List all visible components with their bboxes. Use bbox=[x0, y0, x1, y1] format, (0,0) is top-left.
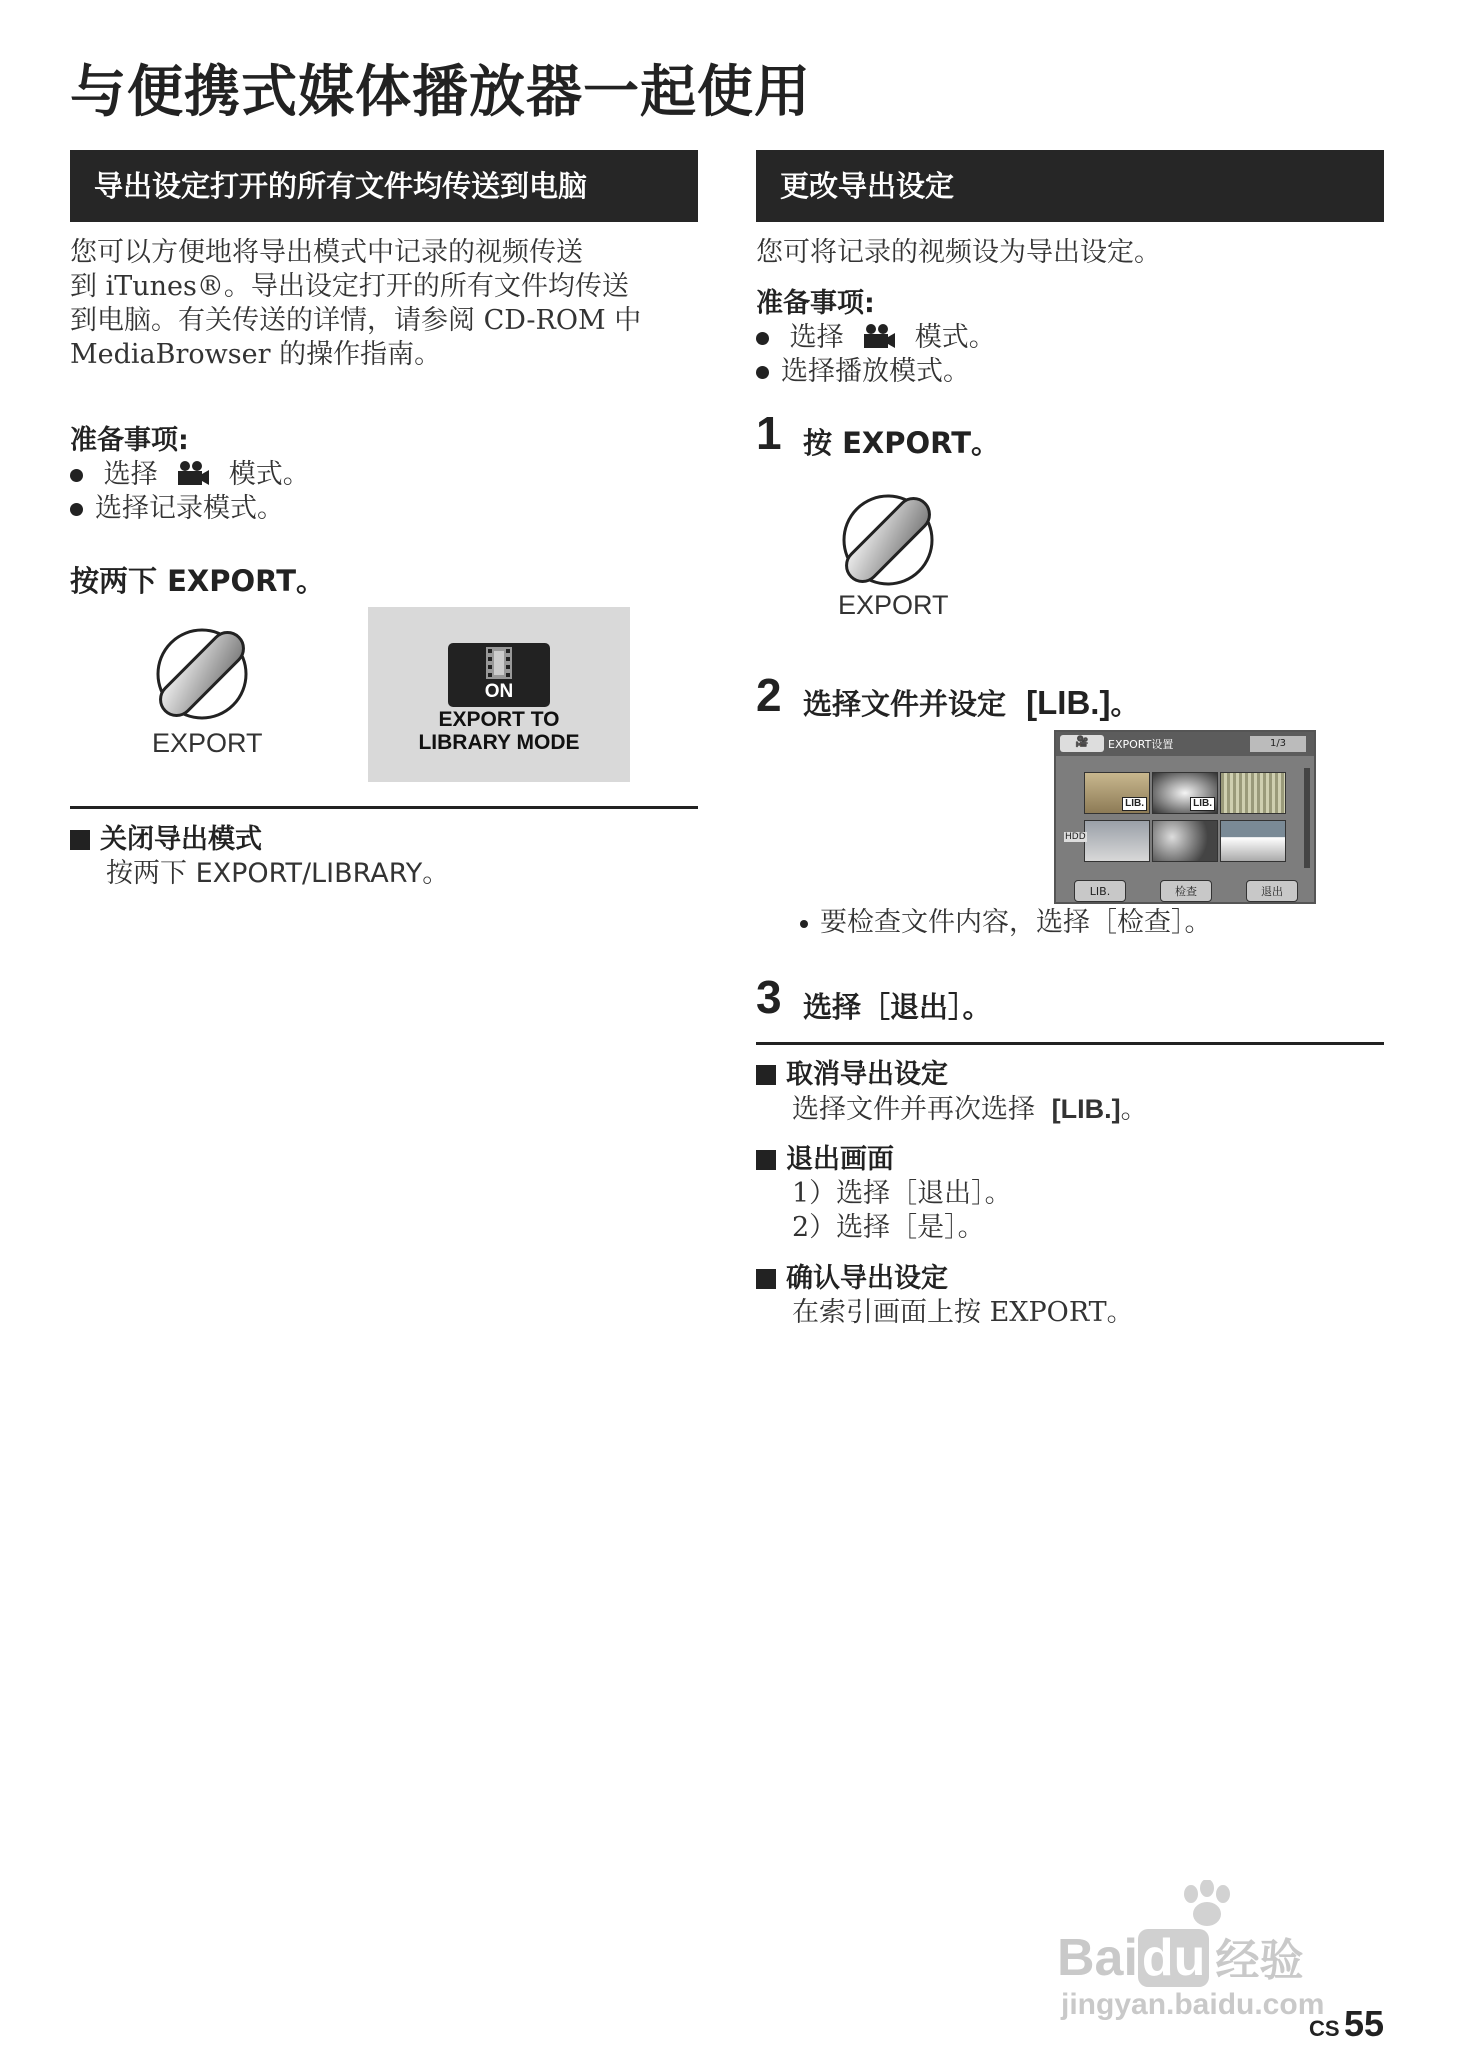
list-item bbox=[756, 321, 996, 355]
thumbnail[interactable] bbox=[1152, 772, 1218, 814]
scrollbar[interactable] bbox=[1304, 768, 1310, 868]
thumbnail[interactable] bbox=[1084, 820, 1150, 862]
section-header-right: 更改导出设定 bbox=[756, 150, 1384, 222]
export-settings-screen bbox=[1054, 730, 1316, 904]
list-item: 2）选择［是］。 bbox=[792, 1212, 985, 1243]
lib-button[interactable]: LIB. bbox=[1074, 880, 1126, 902]
thumbnail[interactable] bbox=[1220, 772, 1286, 814]
step-number: 2 bbox=[756, 669, 782, 721]
mode-label-line1: EXPORT TO bbox=[438, 708, 560, 731]
video-camera-icon bbox=[176, 460, 210, 486]
thumbnail[interactable] bbox=[1084, 772, 1150, 814]
lib-tag: LIB. bbox=[1122, 797, 1147, 811]
video-camera-icon bbox=[862, 323, 896, 349]
watermark-brand bbox=[1057, 1924, 1303, 1988]
left-instruction: 按两下 EXPORT。 bbox=[70, 564, 325, 598]
left-intro-line: 您可以方便地将导出模式中记录的视频传送 bbox=[70, 237, 583, 268]
export-mode-display bbox=[368, 607, 630, 782]
left-intro-line: MediaBrowser 的操作指南。 bbox=[70, 339, 442, 370]
close-export-text: 按两下 EXPORT/LIBRARY。 bbox=[106, 858, 450, 889]
page-title: 与便携式媒体播放器一起使用 bbox=[70, 60, 811, 125]
watermark-cn: 经验 bbox=[1215, 1936, 1304, 1985]
left-prep-title: 准备事项: bbox=[70, 425, 189, 456]
square-bullet-icon bbox=[756, 1269, 776, 1289]
step-number: 3 bbox=[756, 971, 782, 1023]
square-bullet-icon bbox=[70, 830, 90, 850]
thumbnail[interactable] bbox=[1220, 820, 1286, 862]
right-prep-title: 准备事项: bbox=[756, 288, 875, 319]
square-bullet-icon bbox=[756, 1065, 776, 1085]
close-export-title-text: 关闭导出模式 bbox=[100, 824, 262, 855]
cancel-export-text-pre: 选择文件并再次选择 bbox=[792, 1094, 1035, 1125]
list-item-text: 选择播放模式。 bbox=[781, 356, 970, 387]
right-intro: 您可将记录的视频设为导出设定。 bbox=[756, 237, 1161, 268]
page-lang-code: CS bbox=[1308, 2016, 1340, 2041]
step2-note bbox=[800, 906, 1212, 940]
left-prep-list bbox=[70, 458, 310, 526]
small-bullet-icon bbox=[800, 920, 808, 928]
left-intro-line: 到 iTunes®。导出设定打开的所有文件均传送 bbox=[70, 271, 629, 302]
export-button-label: EXPORT bbox=[152, 728, 263, 758]
export-button-icon bbox=[152, 624, 252, 724]
film-icon bbox=[482, 647, 516, 679]
list-item-text: 选择 bbox=[789, 322, 844, 353]
thumbnail[interactable] bbox=[1152, 820, 1218, 862]
mode-on-label: ON bbox=[484, 681, 514, 702]
list-item-text: 模式。 bbox=[914, 322, 996, 353]
lib-button-ref: [LIB.] bbox=[1026, 684, 1111, 721]
list-item bbox=[756, 355, 996, 389]
exit-screen-title bbox=[756, 1143, 894, 1177]
close-export-title bbox=[70, 823, 262, 857]
list-item bbox=[70, 458, 310, 492]
step2-text bbox=[803, 686, 1139, 721]
screen-title: EXPORT设置 bbox=[1108, 738, 1174, 751]
page-number bbox=[1309, 2003, 1384, 2045]
divider bbox=[70, 806, 698, 809]
step1-text: 按 EXPORT。 bbox=[803, 426, 1000, 460]
left-intro bbox=[70, 236, 698, 372]
cancel-export-text bbox=[792, 1092, 1148, 1127]
left-intro-line: 到电脑。有关传送的详情，请参阅 CD-ROM 中 bbox=[70, 305, 642, 336]
paw-icon bbox=[1177, 1880, 1237, 1930]
step-number: 1 bbox=[756, 407, 782, 459]
page-number-value: 55 bbox=[1343, 2003, 1384, 2044]
list-item-text: 选择 bbox=[103, 459, 158, 490]
cancel-export-title bbox=[756, 1058, 948, 1092]
list-item bbox=[70, 492, 310, 526]
list-item-text: 模式。 bbox=[228, 459, 310, 490]
mode-label-line2: LIBRARY MODE bbox=[418, 731, 580, 754]
watermark-url: jingyan.baidu.com bbox=[1061, 1988, 1325, 2021]
exit-button[interactable]: 退出 bbox=[1246, 880, 1298, 902]
cancel-export-title-text: 取消导出设定 bbox=[786, 1059, 948, 1090]
step2-text-pre: 选择文件并设定 bbox=[803, 687, 1007, 721]
list-item: 1）选择［退出］。 bbox=[792, 1178, 1012, 1209]
page-indicator: 1/3 bbox=[1250, 736, 1306, 752]
exit-screen-steps bbox=[792, 1177, 1012, 1245]
check-button[interactable]: 检查 bbox=[1160, 880, 1212, 902]
step2-text-post: 。 bbox=[1110, 687, 1140, 721]
right-prep-list bbox=[756, 321, 996, 389]
screen-title-bar bbox=[1056, 732, 1314, 756]
divider bbox=[756, 1042, 1384, 1045]
section-header-left: 导出设定打开的所有文件均传送到电脑 bbox=[70, 150, 698, 222]
lib-button-ref: [LIB.] bbox=[1051, 1094, 1121, 1124]
square-bullet-icon bbox=[756, 1150, 776, 1170]
watermark-brand-text: Bai bbox=[1057, 1929, 1138, 1987]
step3-text: 选择［退出］。 bbox=[803, 990, 992, 1024]
step2-note-text: 要检查文件内容，选择［检查］。 bbox=[820, 907, 1212, 938]
cancel-export-text-post: 。 bbox=[1120, 1094, 1148, 1125]
confirm-export-text: 在索引画面上按 EXPORT。 bbox=[792, 1297, 1134, 1328]
list-item-text: 选择记录模式。 bbox=[95, 493, 284, 524]
confirm-export-title-text: 确认导出设定 bbox=[786, 1263, 948, 1294]
watermark-brand-du: du bbox=[1138, 1929, 1210, 1987]
hdd-icon: HDD bbox=[1065, 832, 1086, 842]
export-button-label: EXPORT bbox=[838, 590, 949, 620]
mode-indicator bbox=[448, 643, 550, 707]
confirm-export-title bbox=[756, 1262, 948, 1296]
lib-tag: LIB. bbox=[1190, 797, 1215, 811]
camera-mode-icon: 🎥 bbox=[1060, 735, 1104, 752]
exit-screen-title-text: 退出画面 bbox=[786, 1144, 894, 1175]
export-button-icon bbox=[838, 490, 938, 590]
